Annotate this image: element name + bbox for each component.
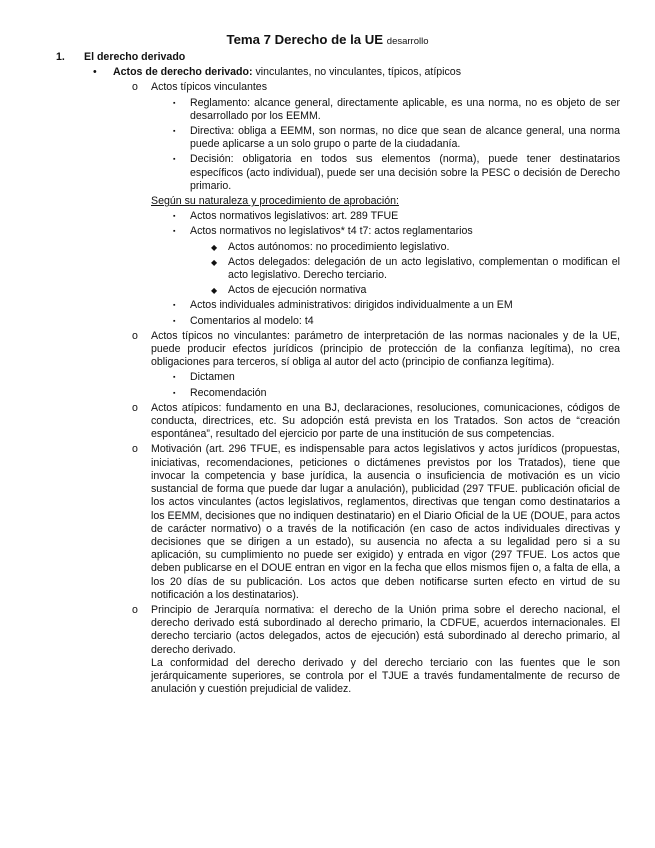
square-marker: ▪ (173, 213, 176, 221)
circle-marker: o (132, 603, 138, 616)
page-title (0, 31, 655, 50)
paragraph (151, 657, 620, 697)
list-item (173, 371, 655, 384)
circle-marker: o (132, 81, 138, 94)
list-item-text: Directiva: obliga a EEMM, son normas, no dice que sean de alcance general, una norma puede aplicarse a un solo grupo o parte de la ciudadanía. (190, 125, 620, 151)
list-item-text: Actos individuales administrativos: dirigidos individualmente a un EM (190, 299, 513, 312)
list-item-text: Actos atípicos: fundamento en una BJ, declaraciones, resoluciones, comunicaciones, códigos de conducta, directrices, etc. Su adopción está prevista en los Tratados. Son actos de “creación espontánea”, resultado del ejercicio por parte de una institución de sus competencias. (151, 401, 620, 441)
title-suffix: desarrollo (386, 36, 429, 47)
square-marker: ▪ (173, 228, 176, 236)
list-item-text: Reglamento: alcance general, directamente aplicable, es una norma, no es objeto de ser desarrollado por los EEMM. (190, 96, 620, 122)
list-item (173, 225, 655, 238)
list-item (132, 443, 620, 601)
list-item (211, 255, 620, 282)
square-marker: ▪ (173, 374, 176, 382)
circle-marker: o (132, 401, 138, 414)
square-marker: ▪ (173, 99, 176, 107)
document-body (0, 51, 655, 696)
subheading-text: Según su naturaleza y procedimiento de aprobación: (151, 195, 399, 208)
square-marker: ▪ (173, 156, 176, 164)
subheading (151, 195, 655, 208)
bullet-bold-text: Actos de derecho derivado: (113, 66, 253, 79)
list-item (173, 299, 655, 312)
list-item-text: Principio de Jerarquía normativa: el derecho de la Unión prima sobre el derecho nacional, el derecho derivado está subordinado al derecho primario, la CDFUE, acuerdos internacionales. El derecho terciario (actos delegados, actos de ejecución) está subordinado al derecho primario, al derecho derivado. (151, 603, 620, 656)
diamond-marker: ◆ (211, 286, 218, 296)
section-heading (56, 51, 655, 64)
list-item (173, 314, 655, 328)
list-item (211, 240, 655, 254)
list-item (132, 329, 620, 370)
list-item (173, 96, 620, 123)
list-item-text: Comentarios al modelo: t4 (190, 314, 314, 327)
list-item-text: Actos de ejecución normativa (228, 284, 367, 297)
list-item (173, 386, 655, 400)
list-item-text: Motivación (art. 296 TFUE, es indispensable para actos legislativos y actos jurídicos (propuestas, iniciativas, recomendaciones, peticiones o dictámenes previstos por los Tratados), tiene que invocar la competencia y base jurídica, la ausencia o insuficiencia de motivación es un vicio sustancial de forma que puede dar lugar a anulación), publicidad (297 TFUE. publicación oficial de los actos vinculantes (actos legislativos, reglamentos, directivas que tengan como destinatarios a los EEMM, decisiones que no indiquen destinatario) en el Diario Oficial de la UE (DOUE, para actos de carácter normativo) o a través de la notificación (en caso de actos individuales directivas y decisiones que se dirigen a un estado), su ausencia no afecta a su legalidad pero si a su aplicación, su cumplimiento no puede ser exigido) y entrada en vigor (297 TFUE. Los actos que deben publicarse en el DOUE entran en vigor en la fecha que ellos mismos fijen o, a falta de ella, a los 20 días de su publicación. Los actos que deben notificarse surten efecto en virtud de su notificación a los destinatarios). (151, 443, 620, 601)
square-marker: ▪ (173, 128, 176, 136)
list-item (132, 401, 620, 442)
list-item (173, 125, 620, 151)
list-item (173, 210, 655, 223)
list-item-text: Actos normativos legislativos: art. 289 TFUE (190, 210, 399, 223)
paragraph-text: La conformidad del derecho derivado y del derecho terciario con las fuentes que le son jerárquicamente superiores, se controla por el TJUE a través fundamentalmente de recurso de anulación y cuestión prejudicial de validez. (151, 656, 620, 696)
list-item-text: Actos delegados: delegación de un acto legislativo, complementan o modifican el acto legislativo. Derecho terciario. (228, 255, 620, 282)
list-item-text: Actos normativos no legislativos* t4 t7: actos reglamentarios (190, 225, 473, 238)
circle-marker: o (132, 443, 138, 456)
title-main: Tema 7 Derecho de la UE (226, 32, 384, 47)
list-item-text: Actos típicos vinculantes (151, 81, 267, 94)
square-marker: ▪ (173, 389, 176, 397)
list-item-text: Dictamen (190, 371, 235, 384)
list-item-text: Actos típicos no vinculantes: parámetro de interpretación de las normas nacionales y de la UE, puede producir efectos jurídicos (principio de protección de la confianza legítima), no crea obligaciones para terceros, sí obliga al autor del acto (principio de confianza legítima). (151, 329, 620, 369)
diamond-marker: ◆ (211, 242, 218, 252)
list-item (173, 153, 620, 193)
section-heading-text: El derecho derivado (84, 51, 186, 63)
section-number: 1. (56, 51, 65, 63)
square-marker: ▪ (173, 317, 176, 325)
list-item (211, 284, 655, 297)
list-item-text: Recomendación (190, 386, 267, 399)
list-item-text: Decisión: obligatoria en todos sus elementos (norma), puede tener destinatarios específicos (acto individual), puede ser una decisión sobre la PESC o decisión de Derecho primario. (190, 153, 620, 192)
square-marker: ▪ (173, 302, 176, 310)
circle-marker: o (132, 329, 138, 342)
bullet-text: vinculantes, no vinculantes, típicos, atípicos (252, 66, 461, 79)
diamond-marker: ◆ (211, 257, 218, 267)
list-item (132, 603, 620, 657)
list-item (93, 66, 655, 79)
list-item (132, 81, 655, 94)
bullet-marker: • (93, 66, 97, 79)
list-item-text: Actos autónomos: no procedimiento legislativo. (228, 240, 450, 253)
